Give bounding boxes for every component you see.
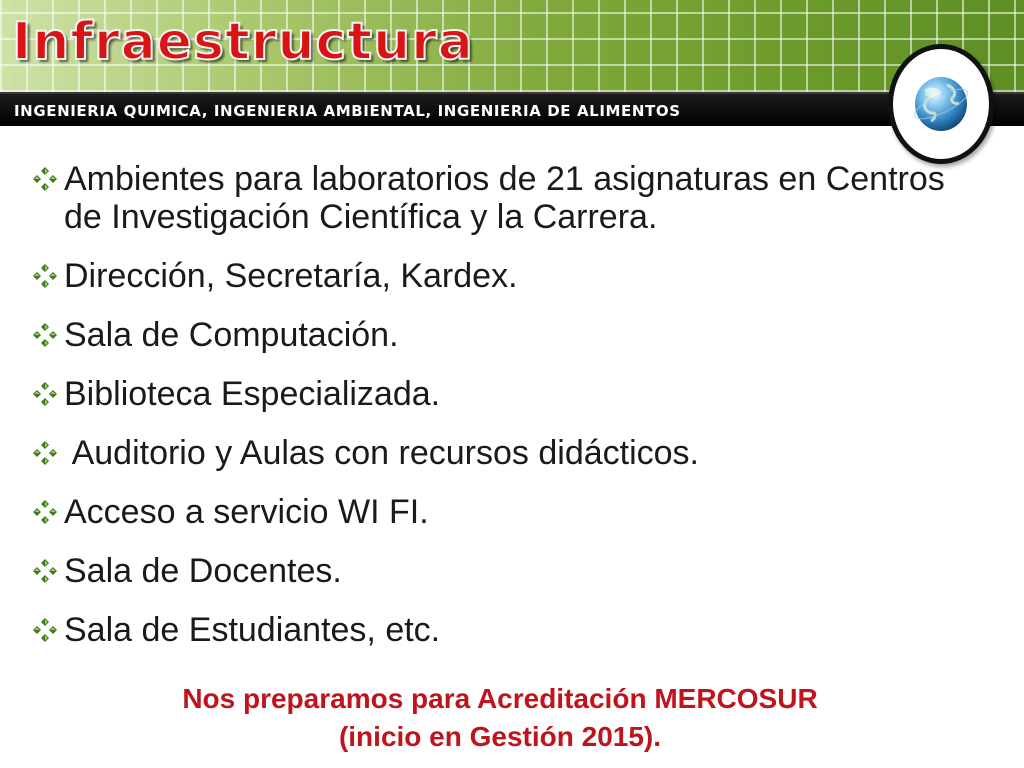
subtitle-bar [0,92,1024,126]
list-item-label: Acceso a servicio WI FI. [64,493,429,531]
list-item [30,434,960,472]
list-item-label: Ambientes para laboratorios de 21 asignaturas en Centros de Investigación Científica y la Carrera. [64,160,945,236]
slide-subtitle: INGENIERIA QUIMICA, INGENIERIA AMBIENTAL, INGENIERIA DE ALIMENTOS [14,102,681,120]
list-item [30,316,960,354]
diamond-bullet-icon [32,440,58,466]
list-item [30,493,960,531]
list-item [30,611,960,649]
infrastructure-list [30,160,960,670]
logo-badge [888,44,994,164]
list-item-label: Dirección, Secretaría, Kardex. [64,257,518,295]
diamond-bullet-icon [32,617,58,643]
list-item-label: Sala de Computación. [64,316,399,354]
accreditation-note-line1: Nos preparamos para Acreditación MERCOSUR [182,683,818,714]
diamond-bullet-icon [32,166,58,192]
diamond-bullet-icon [32,499,58,525]
list-item-label: Sala de Estudiantes, etc. [64,611,441,649]
diamond-bullet-icon [32,558,58,584]
accreditation-note-line2: (inicio en Gestión 2015). [338,721,662,752]
list-item [30,552,960,590]
list-item-label: Sala de Docentes. [64,552,342,590]
list-item-label: Auditorio y Aulas con recursos didácticos. [64,434,699,472]
diamond-bullet-icon [32,263,58,289]
accreditation-note [0,680,1000,756]
slide-title: Infraestructura [12,12,474,72]
list-item [30,257,960,295]
list-item [30,160,960,236]
diamond-bullet-icon [32,381,58,407]
list-item [30,375,960,413]
diamond-bullet-icon [32,322,58,348]
header-banner [0,0,1024,92]
list-item-label: Biblioteca Especializada. [64,375,441,413]
globe-icon [911,73,971,135]
